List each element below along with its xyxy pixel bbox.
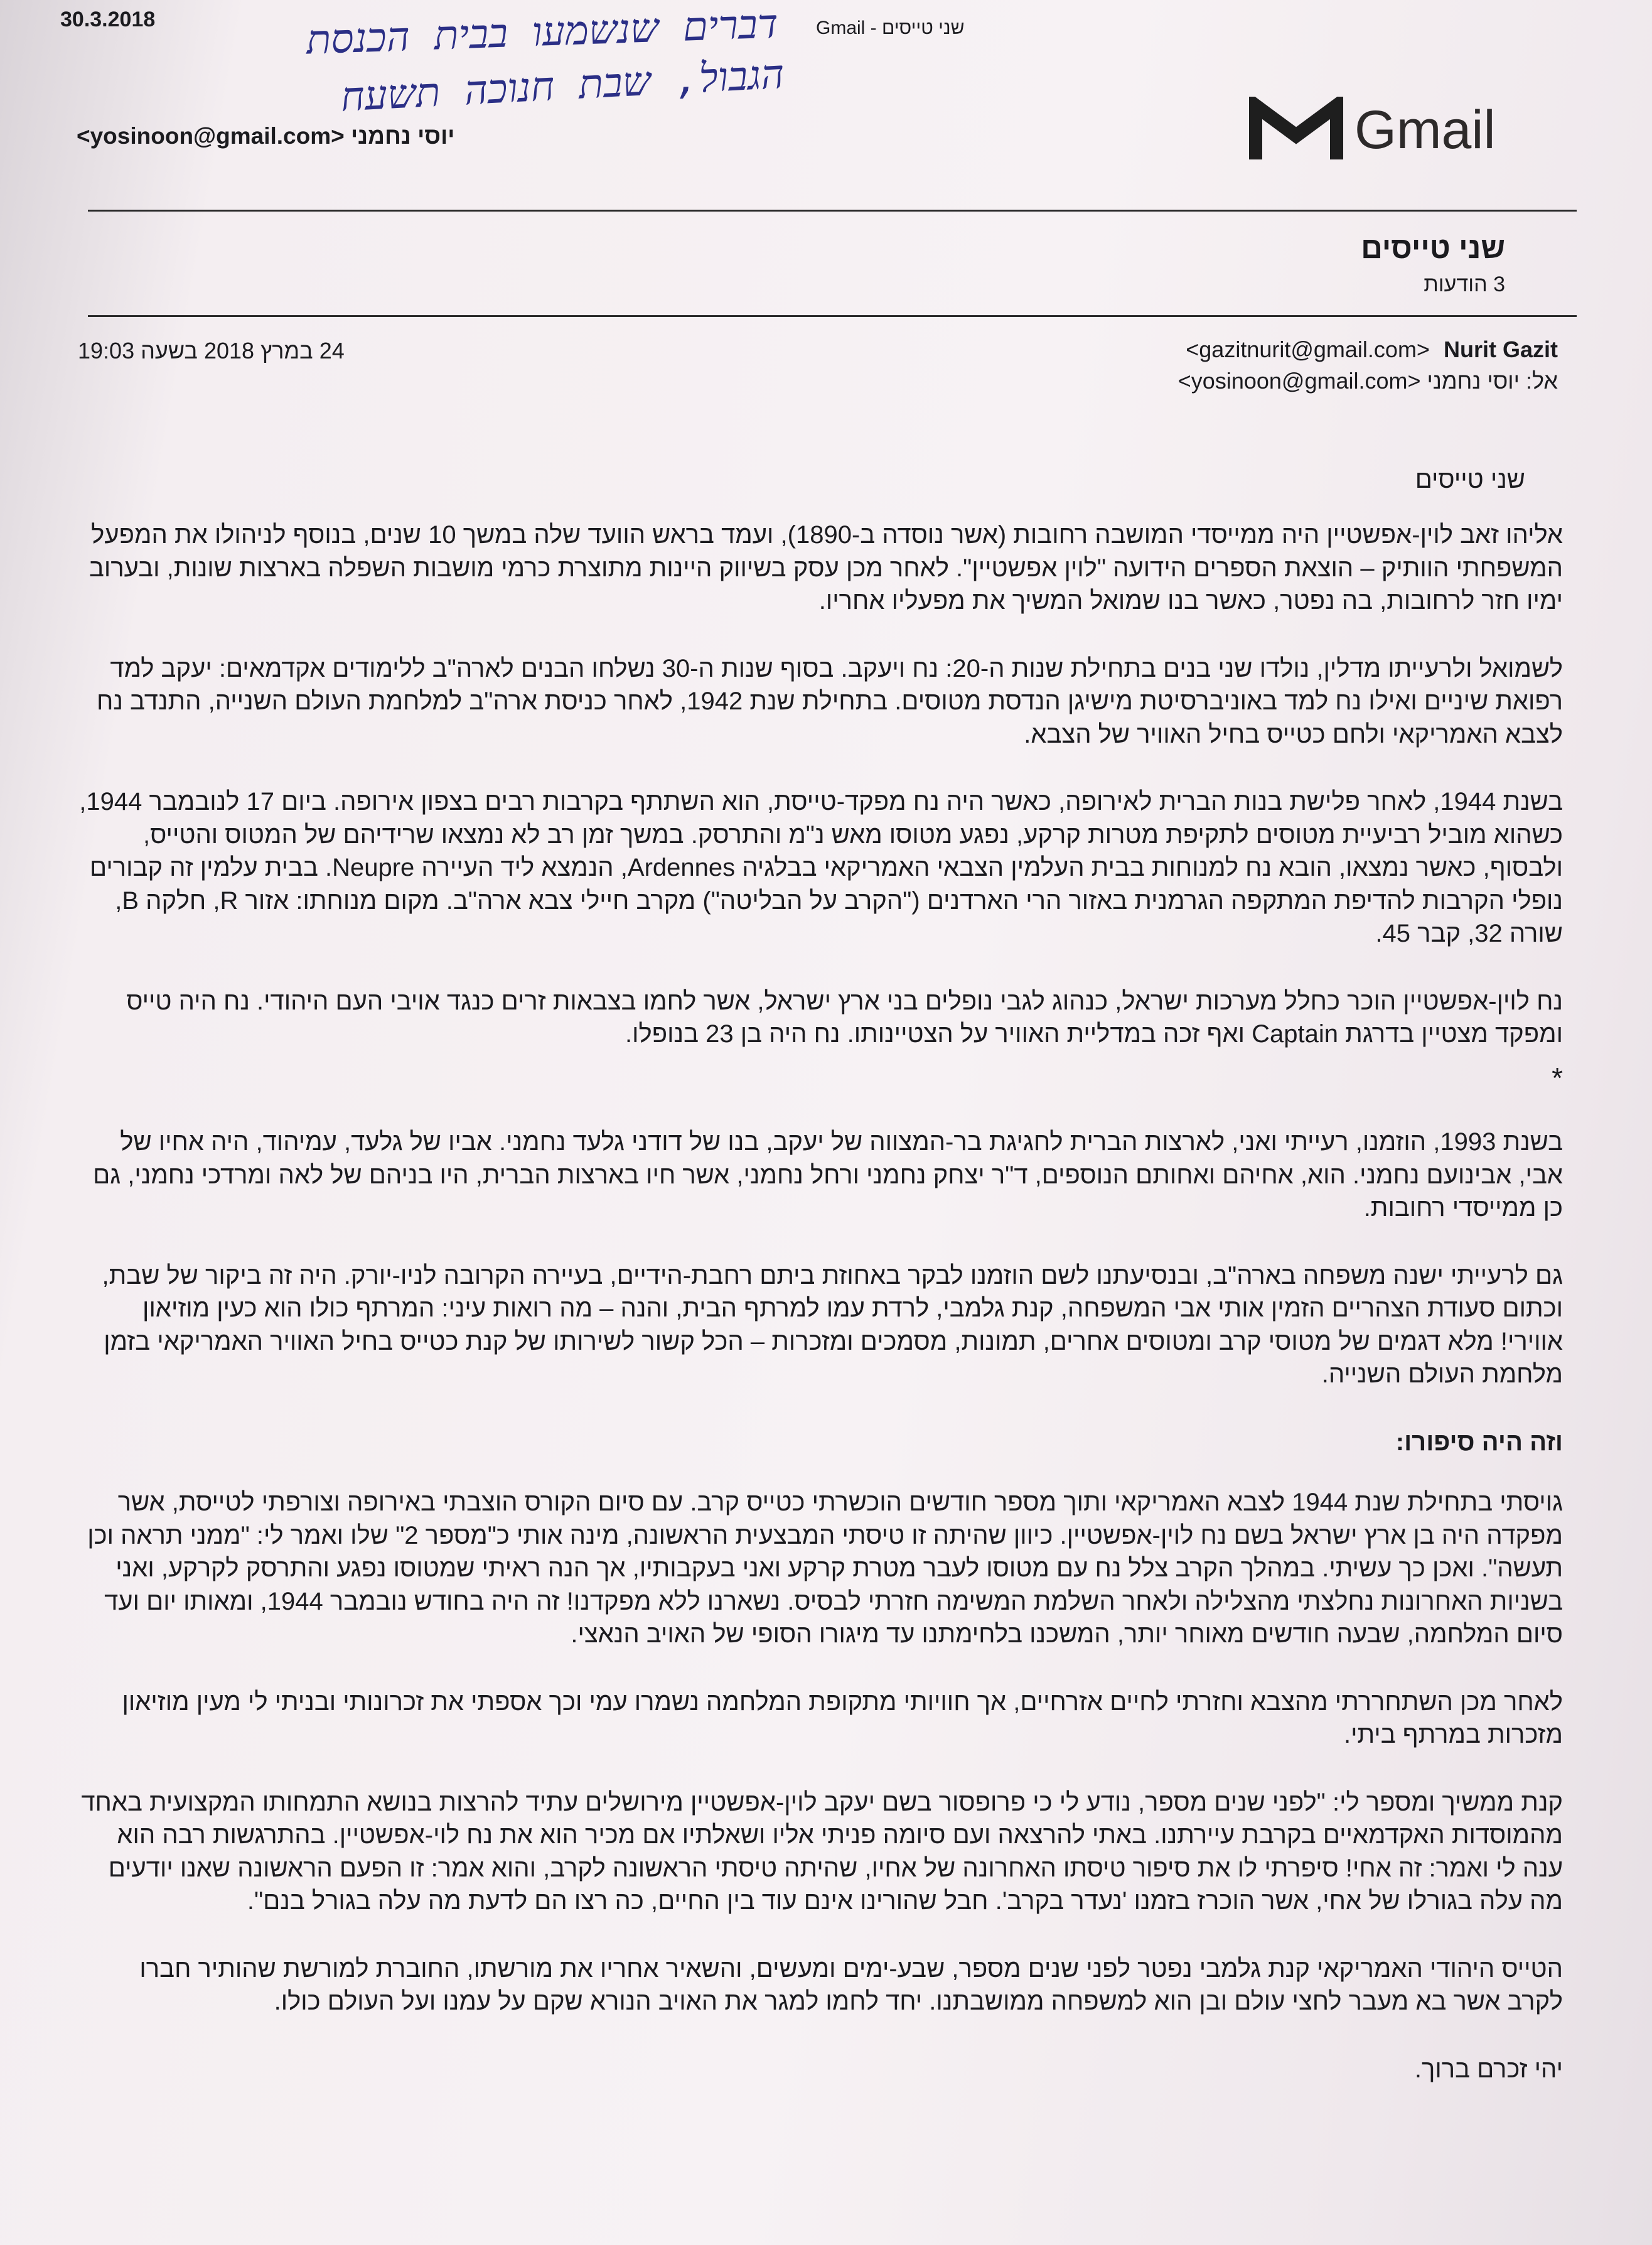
to-email: <yosinoon@gmail.com> — [1177, 368, 1421, 394]
body-paragraph: לשמואל ולרעייתו מדלין, נולדו שני בנים בתחילת שנות ה-20: נח ויעקב. בסוף שנות ה-30 נשלחו הבנים לארה"ב ללימודים אקדמאים: יעקב למד רפואת שיניים ואילו נח למד באוניברסיטת מישיגן הנדסת מטוסים. בתחילת שנת 1942, לאחר כניסת ארה"ב למלחמת העולם השנייה, התנדב נח לצבא האמריקאי ולחם כטייס בחיל האוויר של הצבא. — [97, 654, 1563, 748]
body-closing: יהי זכרם ברוך. — [1414, 2055, 1563, 2083]
thread-message-count: 3 הודעות — [1424, 272, 1505, 296]
account-owner-email: <yosinoon@gmail.com> — [77, 123, 345, 149]
print-date: 30.3.2018 — [60, 8, 156, 31]
subject-divider — [88, 315, 1577, 317]
account-owner — [77, 123, 454, 149]
body-paragraph: הטייס היהודי האמריקאי קנת גלמבי נפטר לפני שנים מספר, שבע-ימים ומעשים, והשאיר אחריו את מורשתו, החוברת למורשת שהותיר חברו לקרב אשר בא מעבר לחצי עולם ובן הוא למשפחה ממושבתנו. יחד לחמו למגר את האויב הנורא שקם על עמנו ועל העולם כולו. — [139, 1954, 1563, 2015]
body-paragraph: בשנת 1993, הוזמנו, רעייתי ואני, לארצות הברית לחגיגת בר-המצווה של יעקב, בנו של דודני גלעד נחמני. אביו של גלעד, עמיהוד, היה אחיו של אבי, אבינועם נחמני. הוא, אחיהם ואחותם הנוספים, ד"ר יצחק נחמני ורחל נחמני, אשר חיו בארצות הברית, היו בניהם של לאה ומרדכי נחמני, גם כן ממייסדי רחובות. — [93, 1128, 1563, 1222]
to-name: יוסי נחמני — [1427, 368, 1520, 394]
gmail-logo-text: Gmail — [1354, 100, 1496, 160]
handwritten-note-line-2: הגבול, שבת חנוכה תשעח — [340, 51, 786, 121]
message-body — [78, 519, 1563, 2120]
gmail-logo — [1249, 94, 1531, 170]
thread-subject: שני טייסים — [1361, 232, 1505, 265]
header-divider — [88, 210, 1577, 212]
body-paragraph: לאחר מכן השתחררתי מהצבא וחזרתי לחיים אזרחיים, אך חוויותי מתקופת המלחמה נשמרו עמי וכך אספתי את זכרונותי ובניתי לי מעין מוזיאון מזכרות במרתף ביתי. — [122, 1688, 1563, 1748]
body-paragraph: אליהו זאב לוין-אפשטיין היה ממייסדי המושבה רחובות (אשר נוסדה ב-1890), ועמד בראש הוועד שלה במשך 10 שנים, בנוסף לניהולו את המפעל המשפחתי הוותיק – הוצאת הספרים הידועה "לוין אפשטיין". לאחר מכן עסק בשיווק היינות מתוצרת כרמי מושבות השפלה בארצות שונות, ובערוב ימיו חזר לרחובות, בה נפטר, כאשר בנו שמואל המשיך את מפעליו אחריו. — [89, 521, 1563, 615]
body-paragraph: קנת ממשיך ומספר לי: "לפני שנים מספר, נודע לי כי פרופסור בשם יעקב לוין-אפשטיין מירושלים עתיד להרצות בנושא התמחותו המקצועית באחד מהמוסדות האקדמאיים בקרבת עיירתנו. באתי להרצאה ועם סיומה פניתי אליו ושאלתיו אם מכיר הוא את נח לוי-אפשטיין. בהתרגשות רבה הוא ענה לי ואמר: זה אחי! סיפרתי לו את סיפור טיסתו האחרונה של אחיו, שהיתה טיסתי הראשונה לקרב, והוא אמר: זו הפעם הראשונה שאנו יודעים מה עלה בגורלו של אחי, אשר הוכרז בזמנו 'נעדר בקרב'. חבל שהורינו אינם עוד בין החיים, כה רצו הם לדעת מה עלה בגורל בנם". — [81, 1788, 1563, 1915]
body-paragraph: גם לרעייתי ישנה משפחה בארה"ב, ובנסיעתנו לשם הוזמנו לבקר באחוזת ביתם רחבת-הידיים, בעיירה הקרובה לניו-יורק. היה זה ביקור של שבת, וכתום סעודת הצהריים הזמין אותי אבי המשפחה, קנת גלמבי, לרדת עמו למרתף הבית, והנה – מה רואות עיני: המרתף כולו הוא כעין מוזיאון אווירי! מלא דגמים של מטוסי קרב ומטוסים אחרים, תמונות, מסמכים ומזכרות – הכל קשור לשירותו של קנת כטייס בחיל האוויר האמריקאי בזמן מלחמת העולם השנייה. — [102, 1261, 1563, 1388]
message-date: 24 במרץ 2018 בשעה 19:03 — [78, 338, 345, 363]
section-separator: * — [1552, 1061, 1563, 1094]
gmail-m-icon — [1249, 97, 1343, 166]
body-paragraph: נח לוין-אפשטיין הוכר כחלל מערכות ישראל, כנהוג לגבי נופלים בני ארץ ישראל, אשר לחמו בצבאות זרים כנגד אויבי העם היהודי. נח היה טייס ומפקד מצטיין בדרגת Captain ואף זכה במדליית האוויר על הצטיינותו. נח היה בן 23 בנופלו. — [126, 987, 1563, 1048]
from-name: Nurit Gazit — [1443, 336, 1558, 362]
body-paragraph: וזה היה סיפורו: — [1395, 1428, 1563, 1456]
handwritten-note-line-1: דברים שנשמעו בבית הכנסת — [305, 1, 780, 64]
account-owner-name: יוסי נחמני — [351, 123, 455, 149]
from-email: <gazitnurit@gmail.com> — [1186, 336, 1430, 362]
message-greeting: שני טייסים — [1415, 466, 1525, 493]
body-paragraph: בשנת 1944, לאחר פלישת בנות הברית לאירופה, כאשר היה נח מפקד-טייסת, הוא השתתף בקרבות רבים בצפון אירופה. ביום 17 לנובמבר 1944, כשהוא מוביל רביעיית מטוסים לתקיפת מטרות קרקע, נפגע מטוסו מאש נ"מ והתרסק. במשך זמן רב לא נמצאו שרידיהם של המטוס והטייס, ולבסוף, כאשר נמצאו, הובא נח למנוחות בבית העלמין הצבאי האמריקאי בבלגיה Ardennes, הנמצא ליד העיירה Neupre. בבית עלמין זה קבורים נופלי הקרבות להדיפת המתקפה הגרמנית באזור הרי הארדנים ("הקרב על הבליטה") מקרב חיילי צבא ארה"ב. מקום מנוחתו: אזור R, חלקה B, שורה 32, קבר 45. — [79, 788, 1563, 947]
message-to — [1178, 368, 1558, 394]
to-label: אל: — [1526, 368, 1558, 394]
print-page-title: Gmail - שני טייסים — [816, 18, 965, 38]
message-from — [1186, 336, 1558, 363]
body-paragraph: גויסתי בתחילת שנת 1944 לצבא האמריקאי ותוך מספר חודשים הוכשרתי כטייס קרב. עם סיום הקורס הוצבתי באירופה וצורפתי לטייסת, אשר מפקדה היה בן ארץ ישראל בשם נח לוין-אפשטיין. כיוון שהיתה זו טיסתי המבצעית הראשונה, מינה אותי כ"מספר 2" שלו ואמר לי: "ממני תראה וכן תעשה". ואכן כך עשיתי. במהלך הקרב צלל נח עם מטוסו לעבר מטרת קרקע ואני בעקבותיו, אך הנה ראיתי שמטוסו נפגע והתרסק לקרקע, ואני בשניות האחרונות נחלצתי מהצלילה ולאחר השלמת המשימה חזרתי לבסיס. נשארנו ללא מפקדנו! זה היה בחודש נובמבר 1944, ומאותו יום ועד סיום המלחמה, שבעה חודשים מאוחר יותר, המשכנו בלחימתנו עד מיגורו הסופי של האויב הנאצי. — [87, 1489, 1563, 1648]
